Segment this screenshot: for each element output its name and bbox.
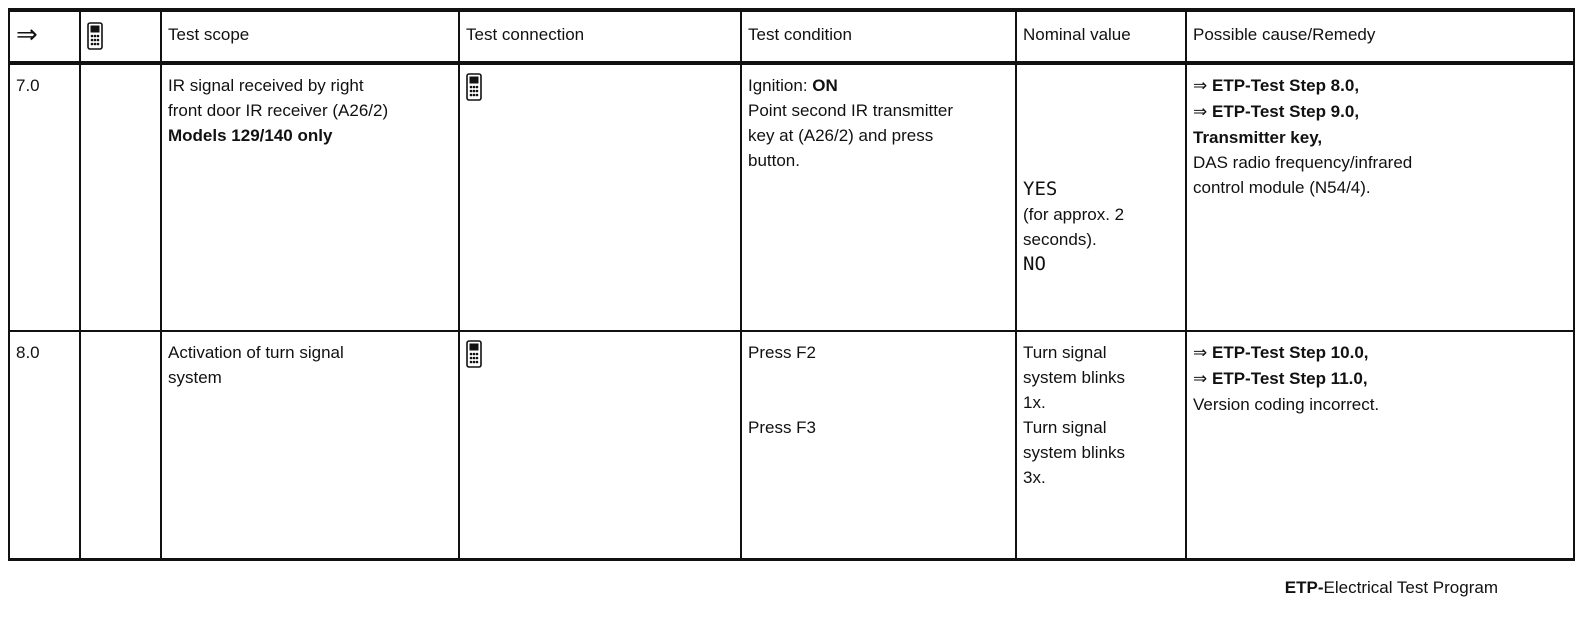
test-connection-cell [459,331,741,559]
nominal-text: 1x. [1023,393,1046,412]
header-test-scope: Test scope [161,10,459,63]
scope-text: IR signal received by right [168,76,364,95]
condition-text: Point second IR transmitter [748,101,954,120]
nominal-text: system blinks [1023,443,1126,462]
test-scope-cell [161,63,459,331]
cause-text: DAS radio frequency/infrared [1193,153,1413,172]
step-number: 8.0 [9,331,80,559]
cause-reference: ⇒ ETP-Test Step 11.0, [1193,369,1368,389]
test-procedure-table [8,8,1575,561]
header-arrow-cell [9,10,80,63]
tester-icon [87,22,103,50]
scope-text: Activation of turn signal [168,343,344,362]
condition-ignition: Ignition: ON [748,76,838,95]
empty-cell [80,63,161,331]
test-connection-cell [459,63,741,331]
cause-reference: ⇒ ETP-Test Step 8.0, [1193,76,1360,96]
header-nominal-value: Nominal value [1016,10,1186,63]
nominal-text: Turn signal [1023,343,1107,362]
scope-models-note: Models 129/140 only [168,126,333,145]
display-no: NO [1023,253,1046,275]
header-possible-cause: Possible cause/Remedy [1186,10,1574,63]
scope-text: front door IR receiver (A26/2) [168,101,389,120]
cause-text: Transmitter key, [1193,128,1323,147]
arrow-icon: ⇒ [16,20,38,50]
nominal-value-cell [1016,63,1186,331]
condition-text: button. [748,151,800,170]
cause-text: Version coding incorrect. [1193,395,1380,414]
possible-cause-cell [1186,63,1574,331]
arrow-icon: ⇒ [1193,76,1208,96]
table-row [9,63,1574,331]
nominal-text: 3x. [1023,468,1046,487]
nominal-text: system blinks [1023,368,1126,387]
table-row [9,331,1574,559]
condition-text: key at (A26/2) and press [748,126,934,145]
test-condition-cell [741,63,1016,331]
scope-text: system [168,368,222,387]
condition-text: Press F3 [748,418,817,437]
condition-text: Press F2 [748,343,817,362]
step-number: 7.0 [9,63,80,331]
arrow-icon: ⇒ [1193,102,1208,122]
cause-text: control module (N54/4). [1193,178,1371,197]
arrow-icon: ⇒ [1193,343,1208,363]
spacer [1023,73,1179,177]
header-tester-cell [80,10,161,63]
cause-reference: ⇒ ETP-Test Step 10.0, [1193,343,1369,363]
tester-icon [466,340,482,368]
test-scope-cell [161,331,459,559]
test-condition-cell [741,331,1016,559]
spacer [748,365,1009,415]
arrow-icon: ⇒ [1193,369,1208,389]
header-test-condition: Test condition [741,10,1016,63]
footer-legend: ETP-Electrical Test Program [1284,578,1498,597]
nominal-text: (for approx. 2 [1023,205,1125,224]
nominal-text: seconds). [1023,230,1097,249]
nominal-value-cell [1016,331,1186,559]
cause-reference: ⇒ ETP-Test Step 9.0, [1193,102,1360,122]
header-test-connection: Test connection [459,10,741,63]
display-yes: YES [1023,178,1058,200]
empty-cell [80,331,161,559]
nominal-text: Turn signal [1023,418,1107,437]
header-row [9,10,1574,63]
tester-icon [466,73,482,101]
possible-cause-cell [1186,331,1574,559]
